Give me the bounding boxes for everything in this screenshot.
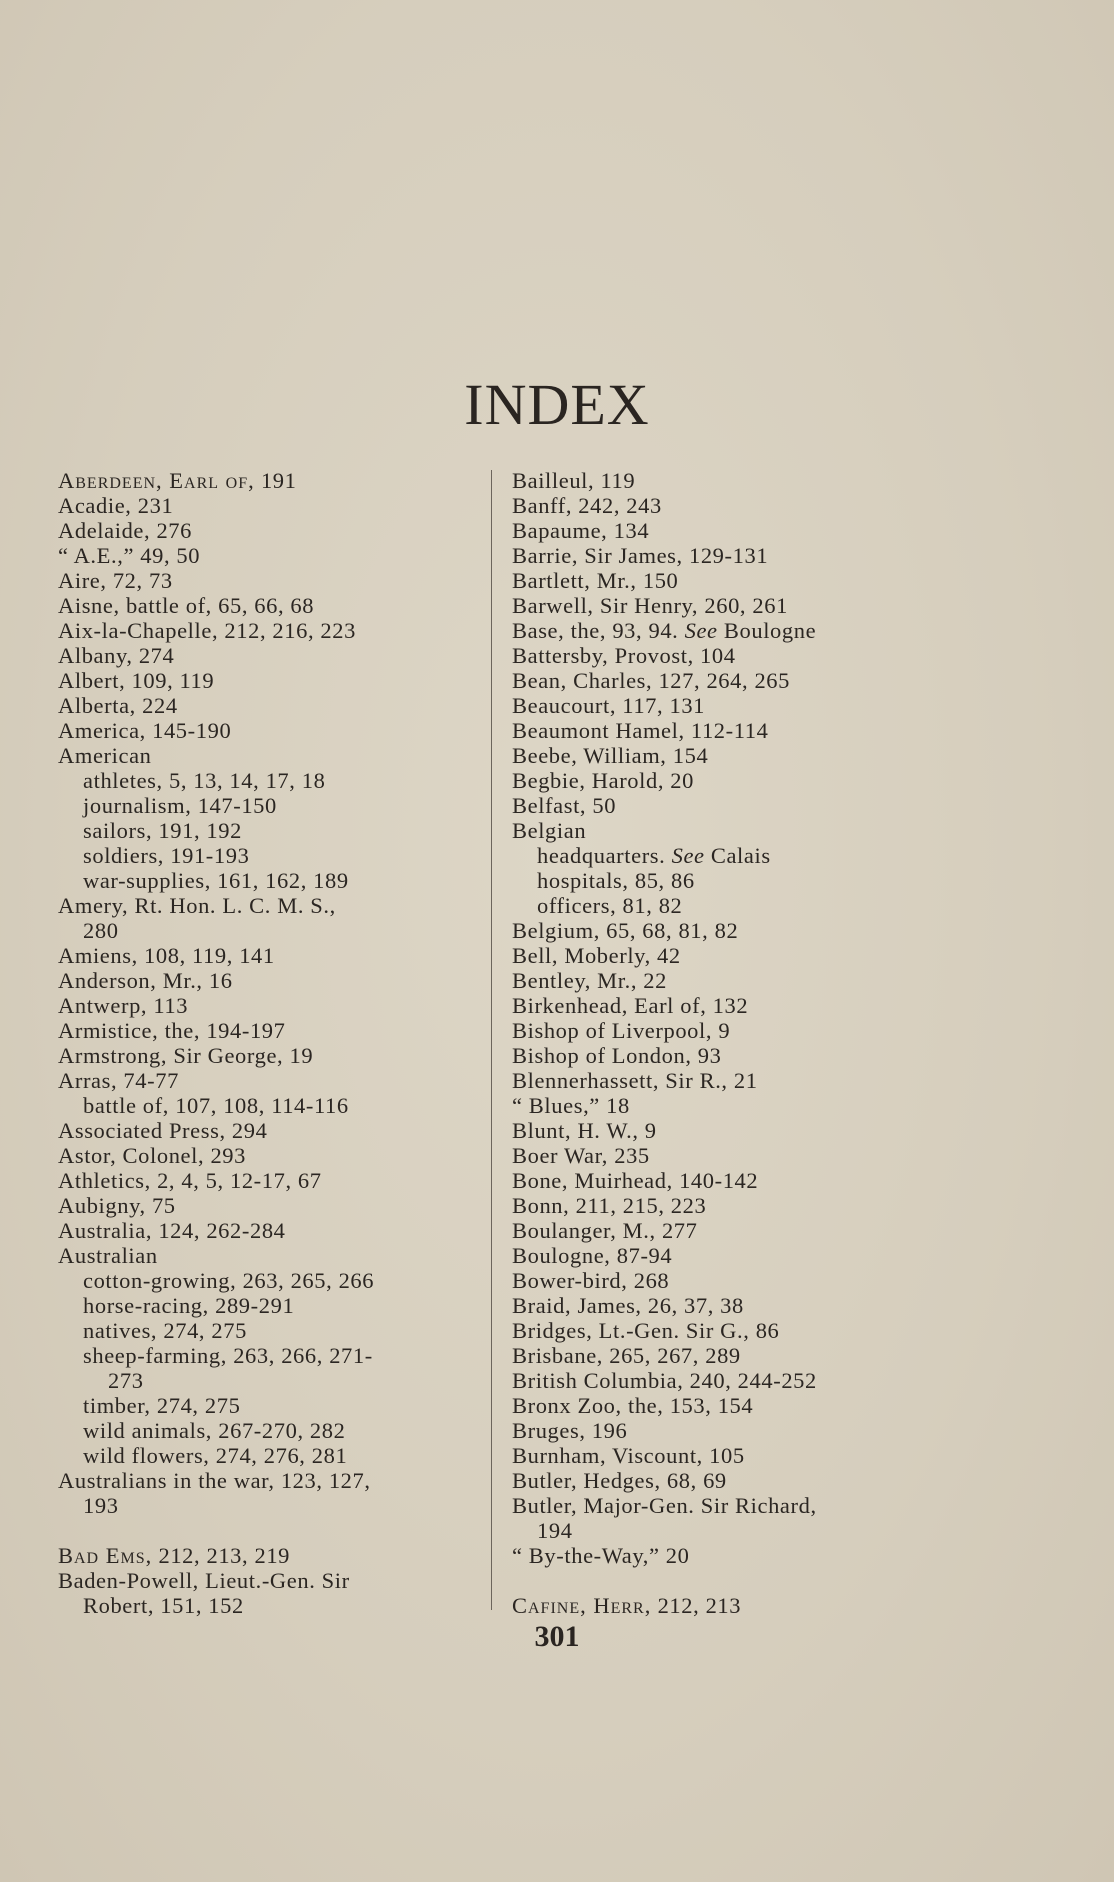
index-entry: Battersby, Provost, 104 [512, 643, 736, 668]
index-entry: Bridges, Lt.-Gen. Sir G., 86 [512, 1318, 780, 1343]
index-entry: Bone, Muirhead, 140-142 [512, 1168, 759, 1193]
index-entry: Bishop of Liverpool, 9 [512, 1018, 731, 1043]
index-entry: Bailleul, 119 [512, 468, 636, 493]
index-entry: sailors, 191, 192 [83, 818, 242, 843]
index-entry: Boulanger, M., 277 [512, 1218, 698, 1243]
index-section-gap [512, 1568, 932, 1593]
index-entry: war-supplies, 161, 162, 189 [83, 868, 349, 893]
index-entry-heading: Bad Ems, [58, 1543, 153, 1568]
index-entry: Bean, Charles, 127, 264, 265 [512, 668, 791, 693]
index-entry: Adelaide, 276 [58, 518, 193, 543]
index-entry: 273 [108, 1368, 144, 1393]
index-entry: America, 145-190 [58, 718, 232, 743]
column-divider [491, 470, 492, 1610]
index-entry: Bruges, 196 [512, 1418, 628, 1443]
index-entry: battle of, 107, 108, 114-116 [83, 1093, 349, 1118]
index-entry: Bishop of London, 93 [512, 1043, 722, 1068]
index-entry: journalism, 147-150 [83, 793, 277, 818]
index-entry: Bartlett, Mr., 150 [512, 568, 679, 593]
index-entry: Birkenhead, Earl of, 132 [512, 993, 749, 1018]
index-entry-pages: 212, 213, 219 [152, 1543, 291, 1568]
index-entry: Acadie, 231 [58, 493, 174, 518]
index-entry: sheep-farming, 263, 266, 271- [83, 1343, 373, 1368]
index-entry: athletes, 5, 13, 14, 17, 18 [83, 768, 326, 793]
index-entry: Boulogne, 87-94 [512, 1243, 673, 1268]
index-entry: Blennerhassett, Sir R., 21 [512, 1068, 758, 1093]
index-entry: Albany, 274 [58, 643, 175, 668]
index-entry: Burnham, Viscount, 105 [512, 1443, 745, 1468]
index-entry: Aix-la-Chapelle, 212, 216, 223 [58, 618, 356, 643]
index-entry-pages: 191 [254, 468, 297, 493]
index-entry: Aisne, battle of, 65, 66, 68 [58, 593, 315, 618]
index-entry: Braid, James, 26, 37, 38 [512, 1293, 744, 1318]
index-entry: American [58, 743, 152, 768]
index-entry [512, 843, 932, 868]
index-entry: wild animals, 267-270, 282 [83, 1418, 346, 1443]
index-entry: Beaumont Hamel, 112-114 [512, 718, 769, 743]
index-entry: Bower-bird, 268 [512, 1268, 670, 1293]
index-entry: timber, 274, 275 [83, 1393, 241, 1418]
index-entry: “ A.E.,” 49, 50 [58, 543, 201, 568]
index-entry: Blunt, H. W., 9 [512, 1118, 657, 1143]
index-entry: Bapaume, 134 [512, 518, 650, 543]
index-entry: Australians in the war, 123, 127, [58, 1468, 371, 1493]
index-entry: Belgian [512, 818, 587, 843]
index-entry: wild flowers, 274, 276, 281 [83, 1443, 348, 1468]
index-entry: Belfast, 50 [512, 793, 617, 818]
index-entry-pages: 212, 213 [651, 1593, 742, 1618]
index-entry: Australia, 124, 262-284 [58, 1218, 286, 1243]
see-reference: See [671, 843, 705, 868]
index-entry: Armstrong, Sir George, 19 [58, 1043, 314, 1068]
index-entry: Robert, 151, 152 [83, 1593, 244, 1618]
index-entry: Aire, 72, 73 [58, 568, 173, 593]
index-entry: Australian [58, 1243, 158, 1268]
index-entry: Belgium, 65, 68, 81, 82 [512, 918, 739, 943]
index-entry-heading: Base, the, 93, 94. [512, 618, 685, 643]
index-entry: Boer War, 235 [512, 1143, 650, 1168]
index-entry: 280 [83, 918, 119, 943]
see-reference: See [684, 618, 718, 643]
index-section-gap [58, 1518, 478, 1543]
index-entry: Arras, 74-77 [58, 1068, 179, 1093]
index-entry: Bonn, 211, 215, 223 [512, 1193, 707, 1218]
index-entry: Albert, 109, 119 [58, 668, 215, 693]
index-entry: hospitals, 85, 86 [537, 868, 695, 893]
index-entry: cotton-growing, 263, 265, 266 [83, 1268, 375, 1293]
index-entry: natives, 274, 275 [83, 1318, 247, 1343]
index-entry: Antwerp, 113 [58, 993, 189, 1018]
index-entry-heading: Cafine, Herr, [512, 1593, 652, 1618]
index-entry: Begbie, Harold, 20 [512, 768, 695, 793]
index-entry: Amiens, 108, 119, 141 [58, 943, 275, 968]
index-entry: Athletics, 2, 4, 5, 12-17, 67 [58, 1168, 322, 1193]
index-entry: Butler, Major-Gen. Sir Richard, [512, 1493, 817, 1518]
left-index-column [58, 468, 478, 1618]
index-entry [512, 1593, 932, 1618]
page-number: 301 [534, 1620, 580, 1653]
index-entry: officers, 81, 82 [537, 893, 683, 918]
index-entry: Armistice, the, 194-197 [58, 1018, 286, 1043]
index-entry-heading: headquarters. [537, 843, 672, 868]
index-entry: Banff, 242, 243 [512, 493, 662, 518]
index-entry: Barrie, Sir James, 129-131 [512, 543, 769, 568]
right-index-column [512, 468, 932, 1618]
index-entry: Associated Press, 294 [58, 1118, 268, 1143]
index-entry: 194 [537, 1518, 573, 1543]
index-entry: Astor, Colonel, 293 [58, 1143, 246, 1168]
index-entry-pages: Calais [704, 843, 771, 868]
index-entry: Baden-Powell, Lieut.-Gen. Sir [58, 1568, 350, 1593]
index-entry-pages: Boulogne [717, 618, 817, 643]
index-entry: Bentley, Mr., 22 [512, 968, 668, 993]
index-entry [58, 468, 478, 493]
page-title: INDEX [464, 372, 650, 437]
index-entry [58, 1543, 478, 1568]
index-entry: Bronx Zoo, the, 153, 154 [512, 1393, 754, 1418]
index-entry: 193 [83, 1493, 119, 1518]
index-entry: Butler, Hedges, 68, 69 [512, 1468, 727, 1493]
index-entry: Amery, Rt. Hon. L. C. M. S., [58, 893, 336, 918]
index-entry: Beebe, William, 154 [512, 743, 709, 768]
index-entry: Barwell, Sir Henry, 260, 261 [512, 593, 788, 618]
index-entry: “ By-the-Way,” 20 [512, 1543, 690, 1568]
index-entry: Bell, Moberly, 42 [512, 943, 681, 968]
index-entry: soldiers, 191-193 [83, 843, 250, 868]
index-entry: Aubigny, 75 [58, 1193, 176, 1218]
index-entry [512, 618, 932, 643]
index-entry: “ Blues,” 18 [512, 1093, 630, 1118]
index-entry: British Columbia, 240, 244-252 [512, 1368, 817, 1393]
index-entry: Beaucourt, 117, 131 [512, 693, 706, 718]
index-entry: Alberta, 224 [58, 693, 178, 718]
index-entry: Anderson, Mr., 16 [58, 968, 233, 993]
index-entry: horse-racing, 289-291 [83, 1293, 295, 1318]
index-entry: Brisbane, 265, 267, 289 [512, 1343, 741, 1368]
index-entry-heading: Aberdeen, Earl of, [58, 468, 255, 493]
